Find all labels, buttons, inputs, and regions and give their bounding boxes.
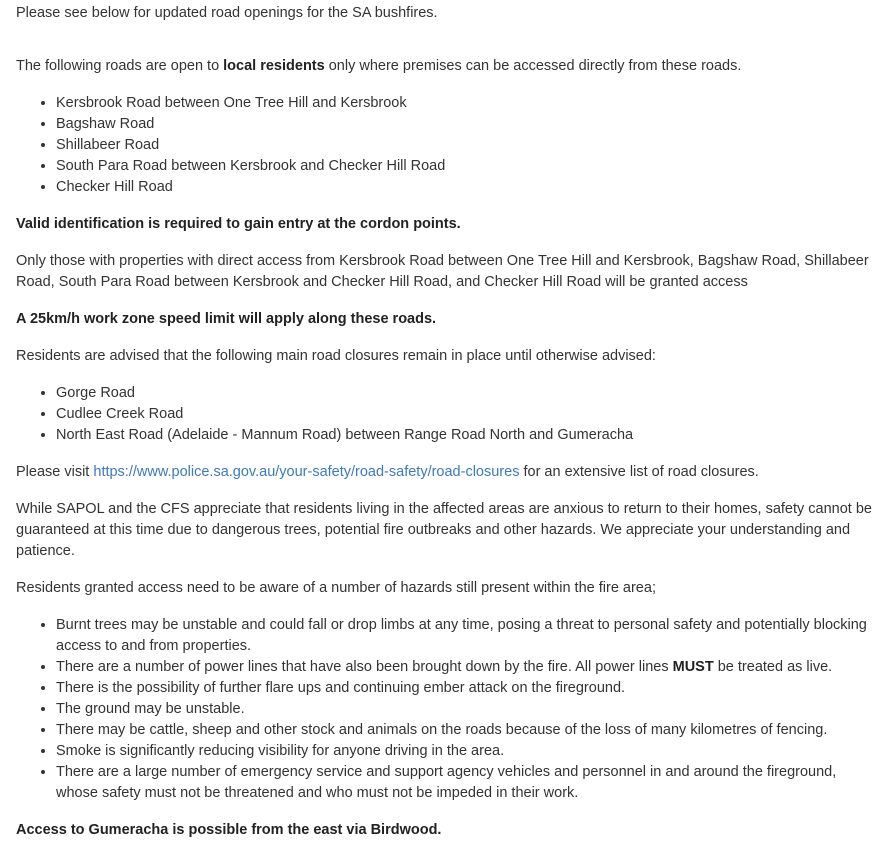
list-item: • South Para Road between Kersbrook and Checker Hill Road xyxy=(56,156,872,177)
open-roads-list xyxy=(16,93,872,198)
list-item: • There are a large number of emergency service and support agency vehicles and personnel in and around the fireground, whose safety must not be threatened and who must not be impeded in their work. xyxy=(56,762,872,804)
list-item: • Smoke is significantly reducing visibility for anyone driving in the area. xyxy=(56,741,872,762)
hazards-list xyxy=(16,615,872,804)
list-item: • Burnt trees may be unstable and could fall or drop limbs at any time, posing a threat to personal safety and potentially blocking access to and from properties. xyxy=(56,615,872,657)
safety-statement: While SAPOL and the CFS appreciate that residents living in the affected areas are anxious to return to their homes, safety cannot be guaranteed at this time due to dangerous trees, potential fire outbreaks and other hazards. We appreciate your understanding and patience. xyxy=(16,501,872,559)
list-item: • Shillabeer Road xyxy=(56,135,872,156)
closures-intro: Residents are advised that the following main road closures remain in place until otherwise advised: xyxy=(16,348,656,364)
list-item: • Checker Hill Road xyxy=(56,177,872,198)
gumeracha-access-notice xyxy=(16,820,872,841)
gumeracha-access-text: Access to Gumeracha is possible from the east via Birdwood. xyxy=(16,822,442,838)
article-body xyxy=(16,3,872,857)
visit-text-after: for an extensive list of road closures. xyxy=(519,464,759,480)
intro-text: Please see below for updated road openings for the SA bushfires. xyxy=(16,5,438,21)
local-residents-text-after: only where premises can be accessed directly from these roads. xyxy=(324,58,742,74)
list-item: • Gorge Road xyxy=(56,383,872,404)
power-lines-text-before: There are a number of power lines that have also been brought down by the fire. All power lines xyxy=(56,659,673,675)
local-residents-paragraph xyxy=(16,56,872,77)
list-item: • North East Road (Adelaide - Mannum Road) between Range Road North and Gumeracha xyxy=(56,425,872,446)
speed-limit-text: A 25km/h work zone speed limit will apply along these roads. xyxy=(16,311,437,327)
visit-text-before: Please visit xyxy=(16,464,94,480)
power-lines-text-after: be treated as live. xyxy=(713,659,833,675)
list-item: • Bagshaw Road xyxy=(56,114,872,135)
access-note: Only those with properties with direct access from Kersbrook Road between One Tree Hill and Kersbrook, Bagshaw Road, Shillabeer Road, South Para Road between Kersbrook and Checker Hill Road, and Checker Hill Road will be granted access xyxy=(16,253,869,290)
road-closures-list xyxy=(16,383,872,446)
list-item: • There is the possibility of further flare ups and continuing ember attack on the fireground. xyxy=(56,678,872,699)
list-item: • Kersbrook Road between One Tree Hill and Kersbrook xyxy=(56,93,872,114)
hazards-intro: Residents granted access need to be aware of a number of hazards still present within the fire area; xyxy=(16,580,656,596)
list-item xyxy=(56,657,872,678)
must-emphasis: MUST xyxy=(672,659,714,675)
id-required-notice xyxy=(16,214,872,235)
visit-paragraph xyxy=(16,462,872,483)
road-closures-link[interactable]: https://www.police.sa.gov.au/your-safety/road-safety/road-closures xyxy=(93,464,520,480)
speed-limit-notice xyxy=(16,309,872,330)
list-item: • There may be cattle, sheep and other stock and animals on the roads because of the loss of many kilometres of fencing. xyxy=(56,720,872,741)
id-required-text: Valid identification is required to gain entry at the cordon points. xyxy=(16,216,461,232)
local-residents-text-before: The following roads are open to xyxy=(16,58,224,74)
list-item: • Cudlee Creek Road xyxy=(56,404,872,425)
list-item: • The ground may be unstable. xyxy=(56,699,872,720)
local-residents-emphasis: local residents xyxy=(223,58,325,74)
